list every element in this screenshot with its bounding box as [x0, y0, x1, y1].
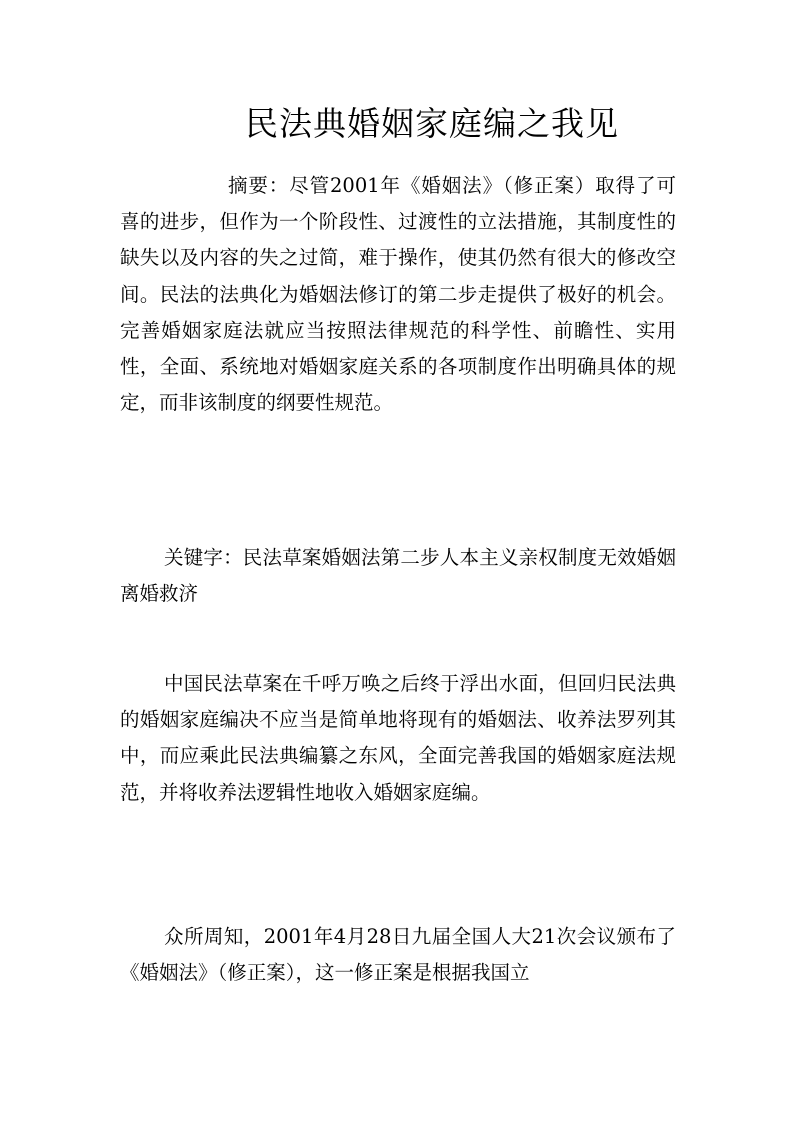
- abstract-paragraph: 摘要：尽管2001年《婚姻法》（修正案）取得了可喜的进步，但作为一个阶段性、过渡性的立法措施，其制度性的缺失以及内容的失之过简，难于操作，使其仍然有很大的修改空间。民法的法典化为婚姻法修订的第二步走提供了极好的机会。完善婚姻家庭法就应当按照法律规范的科学性、前瞻性、实用性，全面、系统地对婚姻家庭关系的各项制度作出明确具体的规定，而非该制度的纲要性规范。: [120, 174, 676, 415]
- document-title: 民法典婚姻家庭编之我见: [245, 104, 619, 143]
- body-paragraph: 中国民法草案在千呼万唤之后终于浮出水面，但回归民法典的婚姻家庭编决不应当是简单地将现有的婚姻法、收养法罗列其中，而应乘此民法典编纂之东风，全面完善我国的婚姻家庭法规范，并将收养法逻辑性地收入婚姻家庭编。: [120, 672, 676, 804]
- body-paragraph: 众所周知，2001年4月28日九届全国人大21次会议颁布了《婚姻法》（修正案），这一修正案是根据我国立: [120, 925, 676, 985]
- keywords-paragraph: 关键字：民法草案婚姻法第二步人本主义亲权制度无效婚姻离婚救济: [120, 546, 676, 606]
